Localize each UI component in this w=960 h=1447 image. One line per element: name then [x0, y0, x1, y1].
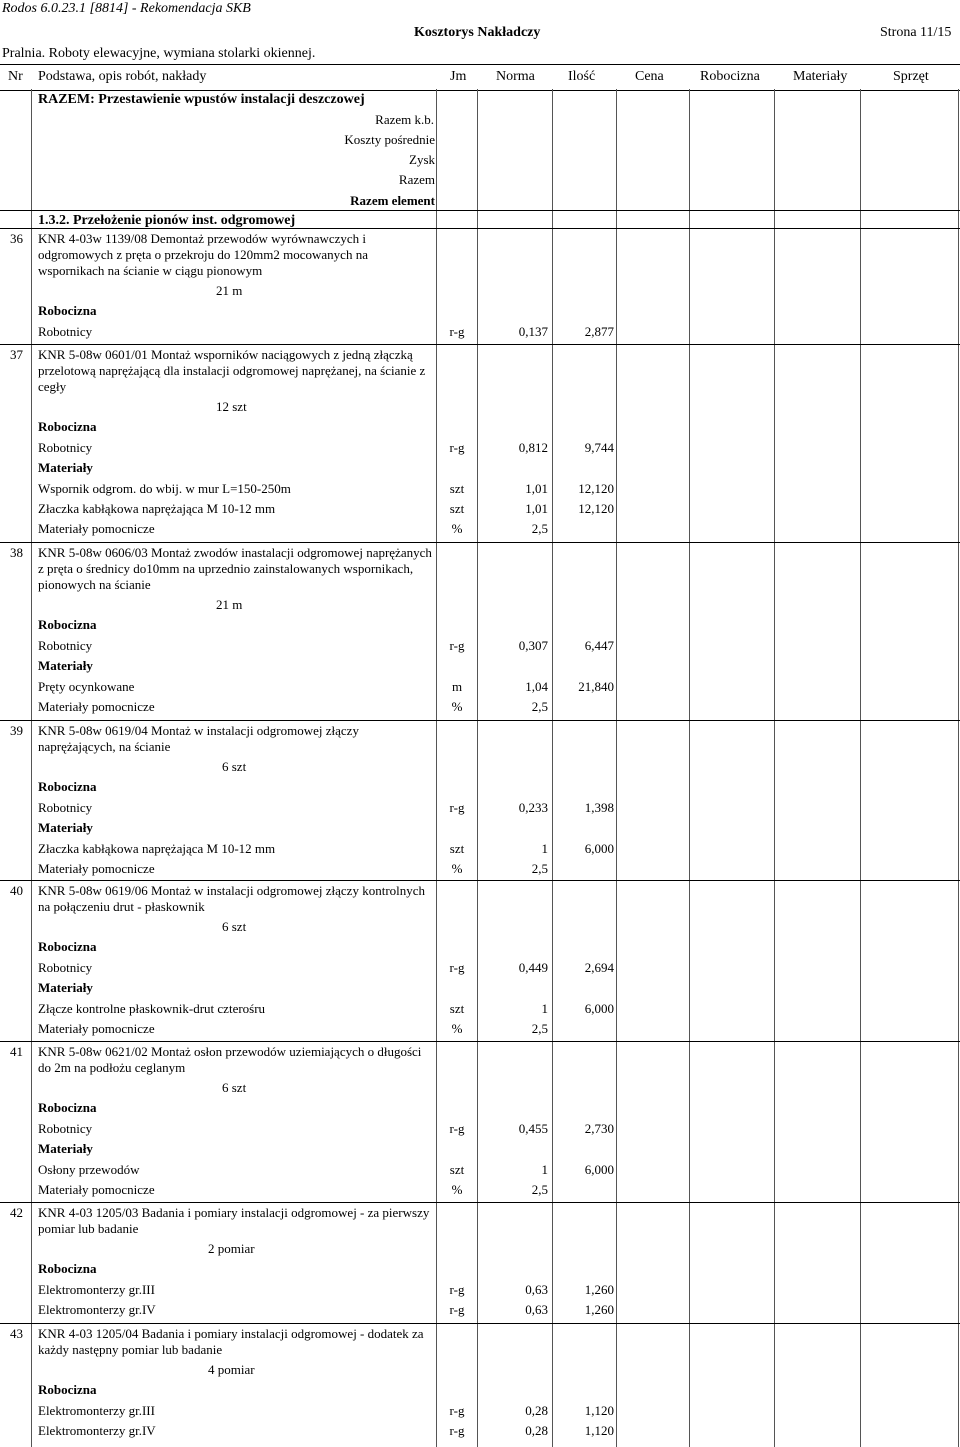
robocizna-label: Robocizna: [38, 1382, 97, 1398]
resource-jm: r-g: [449, 1120, 465, 1136]
resource-name: Osłony przewodów: [38, 1161, 140, 1177]
item-quantity: 21 m: [216, 283, 243, 298]
resource-norma: 1: [541, 1161, 548, 1177]
resource-norma: 1: [541, 840, 548, 856]
resource-ilosc: 2,877: [584, 323, 614, 339]
resource-ilosc: 1,260: [584, 1302, 614, 1318]
resource-jm: r-g: [449, 1402, 465, 1418]
robocizna-label: Robocizna: [38, 779, 97, 795]
robocizna-label: Robocizna: [38, 303, 97, 319]
resource-ilosc: 12,120: [578, 501, 614, 516]
item-number: 42: [10, 1205, 23, 1220]
column-header: [0, 64, 960, 91]
resource-norma: 2,5: [531, 1182, 548, 1197]
robocizna-label: Robocizna: [38, 1261, 97, 1277]
resource-ilosc: 6,000: [584, 1161, 614, 1177]
resource-name: Robotnicy: [38, 439, 93, 455]
resource-jm: szt: [449, 1000, 465, 1016]
item-quantity: 6 szt: [222, 759, 247, 774]
col-desc: Podstawa, opis robót, nakłady: [38, 69, 207, 84]
resource-norma: 1: [541, 1000, 548, 1016]
resource-name: Materiały pomocnicze: [38, 1182, 155, 1197]
razem-title: RAZEM: Przestawienie wpustów instalacji deszczowej: [38, 92, 365, 107]
col-materialy: Materiały: [793, 69, 848, 84]
zysk: Zysk: [409, 152, 435, 167]
item-quantity: 6 szt: [222, 919, 247, 934]
resource-jm: szt: [449, 501, 465, 516]
resource-name: Robotnicy: [38, 959, 93, 975]
item-number: 40: [10, 883, 23, 898]
col-norma: Norma: [496, 69, 535, 84]
resource-jm: %: [451, 1182, 463, 1197]
resource-ilosc: 1,398: [584, 799, 614, 815]
resource-name: Złącze kontrolne płaskownik-drut czterośru: [38, 1000, 266, 1016]
item-description: KNR 5-08w 0621/02 Montaż osłon przewodów uziemiających o długości do 2m na podłożu ceglanym: [38, 1044, 422, 1075]
materialy-label: Materiały: [38, 980, 93, 996]
col-nr: Nr: [8, 69, 23, 84]
col-sprzet: Sprzęt: [893, 69, 929, 84]
page-number: Strona 11/15: [880, 25, 952, 40]
resource-norma: 1,04: [525, 678, 548, 694]
col-cena: Cena: [635, 69, 664, 84]
document-subtitle: Pralnia. Roboty elewacyjne, wymiana stolarki okiennej.: [2, 46, 316, 61]
resource-jm: r-g: [449, 439, 465, 455]
resource-norma: 0,137: [518, 323, 548, 339]
resource-ilosc: 1,120: [584, 1402, 614, 1418]
robocizna-label: Robocizna: [38, 1100, 97, 1116]
resource-jm: r-g: [449, 1423, 465, 1439]
item-number: 37: [10, 347, 23, 362]
resource-name: Materiały pomocnicze: [38, 699, 155, 714]
resource-jm: r-g: [449, 637, 465, 653]
resource-name: Elektromonterzy gr.IV: [38, 1423, 156, 1439]
item-quantity: 2 pomiar: [208, 1241, 255, 1256]
col-jm: Jm: [450, 69, 467, 84]
resource-name: Materiały pomocnicze: [38, 861, 155, 876]
item-number: 38: [10, 545, 23, 560]
resource-norma: 0,63: [525, 1281, 548, 1297]
resource-jm: r-g: [449, 799, 465, 815]
item-number: 39: [10, 723, 23, 738]
robocizna-label: Robocizna: [38, 419, 97, 435]
item-number: 41: [10, 1044, 23, 1059]
resource-name: Robotnicy: [38, 1120, 93, 1136]
resource-name: Robotnicy: [38, 323, 93, 339]
resource-jm: szt: [449, 840, 465, 856]
resource-jm: r-g: [449, 1302, 465, 1318]
item-quantity: 4 pomiar: [208, 1362, 255, 1377]
resource-name: Elektromonterzy gr.III: [38, 1402, 155, 1418]
resource-jm: %: [451, 699, 463, 714]
resource-ilosc: 1,120: [584, 1423, 614, 1439]
resource-ilosc: 2,730: [584, 1120, 614, 1136]
item-description: KNR 5-08w 0619/06 Montaż w instalacji odgromowej złączy kontrolnych na połączeniu drut - płaskownik: [38, 883, 426, 914]
resource-name: Elektromonterzy gr.III: [38, 1281, 155, 1297]
materialy-label: Materiały: [38, 460, 93, 476]
resource-name: Złaczka kabłąkowa naprężająca M 10-12 mm: [38, 840, 276, 856]
item-quantity: 12 szt: [216, 399, 247, 414]
razem-kb: Razem k.b.: [375, 112, 434, 127]
resource-jm: %: [451, 521, 463, 537]
resource-norma: 2,5: [531, 861, 548, 876]
koszty-posrednie: Koszty pośrednie: [344, 132, 435, 147]
item-number: 36: [10, 231, 23, 246]
item-description: KNR 4-03 1205/03 Badania i pomiary instalacji odgromowej - za pierwszy pomiar lub badanie: [38, 1205, 430, 1236]
resource-ilosc: 2,694: [584, 959, 614, 975]
resource-jm: m: [451, 678, 463, 694]
col-ilosc: Ilość: [568, 69, 596, 84]
item-quantity: 6 szt: [222, 1080, 247, 1095]
resource-name: Pręty ocynkowane: [38, 678, 135, 694]
resource-jm: %: [451, 861, 463, 876]
resource-norma: 0,449: [518, 959, 548, 975]
section-title: 1.3.2. Przełożenie pionów inst. odgromowej: [38, 213, 296, 228]
materialy-label: Materiały: [38, 1141, 93, 1157]
item-description: KNR 5-08w 0606/03 Montaż zwodów inastalacji odgromowej naprężanych z pręta o średnicy do10mm na uprzednio zainstalowanych wspornikach, pionowych na ścianie: [38, 545, 432, 592]
item-description: KNR 4-03w 1139/08 Demontaż przewodów wyrównawczych i odgromowych z pręta o przekroju do 120mm2 mocowanych na wspornikach na ścianie w ciągu pionowym: [38, 231, 368, 278]
resource-norma: 2,5: [531, 699, 548, 714]
robocizna-label: Robocizna: [38, 939, 97, 955]
resource-name: Robotnicy: [38, 799, 93, 815]
resource-norma: 2,5: [531, 521, 548, 537]
resource-jm: r-g: [449, 1281, 465, 1297]
resource-ilosc: 6,000: [584, 1000, 614, 1016]
resource-ilosc: 9,744: [584, 439, 614, 455]
materialy-label: Materiały: [38, 820, 93, 836]
resource-name: Materiały pomocnicze: [38, 521, 155, 537]
resource-norma: 1,01: [525, 501, 548, 516]
resource-norma: 0,812: [518, 439, 548, 455]
razem-element: Razem element: [350, 193, 435, 208]
resource-norma: 0,28: [525, 1402, 548, 1418]
resource-ilosc: 6,447: [584, 637, 614, 653]
resource-name: Robotnicy: [38, 637, 93, 653]
item-quantity: 21 m: [216, 597, 243, 612]
resource-name: Elektromonterzy gr.IV: [38, 1302, 156, 1318]
resource-ilosc: 21,840: [578, 678, 614, 694]
resource-norma: 0,233: [518, 799, 548, 815]
materialy-label: Materiały: [38, 658, 93, 674]
resource-jm: %: [451, 1021, 463, 1036]
resource-ilosc: 12,120: [578, 480, 614, 496]
resource-norma: 0,63: [525, 1302, 548, 1318]
item-description: KNR 5-08w 0619/04 Montaż w instalacji odgromowej złączy naprężających, na ścianie: [38, 723, 359, 754]
resource-norma: 0,307: [518, 637, 548, 653]
resource-jm: r-g: [449, 323, 465, 339]
resource-name: Materiały pomocnicze: [38, 1021, 155, 1036]
app-title: Rodos 6.0.23.1 [8814] - Rekomendacja SKB: [2, 1, 251, 16]
item-description: KNR 5-08w 0601/01 Montaż wsporników naciągowych z jedną złączką przelotową naprężającą dla instalacji odgromowej naprężanej, na ścianie z cegły: [38, 347, 426, 394]
resource-jm: szt: [449, 1161, 465, 1177]
robocizna-label: Robocizna: [38, 617, 97, 633]
item-number: 43: [10, 1326, 23, 1341]
resource-name: Wspornik odgrom. do wbij. w mur L=150-250m: [38, 480, 291, 496]
resource-norma: 1,01: [525, 480, 548, 496]
resource-name: Złaczka kabłąkowa naprężająca M 10-12 mm: [38, 501, 276, 516]
resource-jm: szt: [449, 480, 465, 496]
resource-ilosc: 1,260: [584, 1281, 614, 1297]
resource-norma: 0,28: [525, 1423, 548, 1439]
resource-ilosc: 6,000: [584, 840, 614, 856]
resource-norma: 0,455: [518, 1120, 548, 1136]
col-robocizna: Robocizna: [700, 69, 760, 84]
item-description: KNR 4-03 1205/04 Badania i pomiary instalacji odgromowej - dodatek za każdy następny pomiar lub badanie: [38, 1326, 424, 1357]
resource-norma: 2,5: [531, 1021, 548, 1036]
razem: Razem: [398, 172, 435, 187]
resource-jm: r-g: [449, 959, 465, 975]
document-title: Kosztorys Nakładczy: [414, 25, 541, 40]
